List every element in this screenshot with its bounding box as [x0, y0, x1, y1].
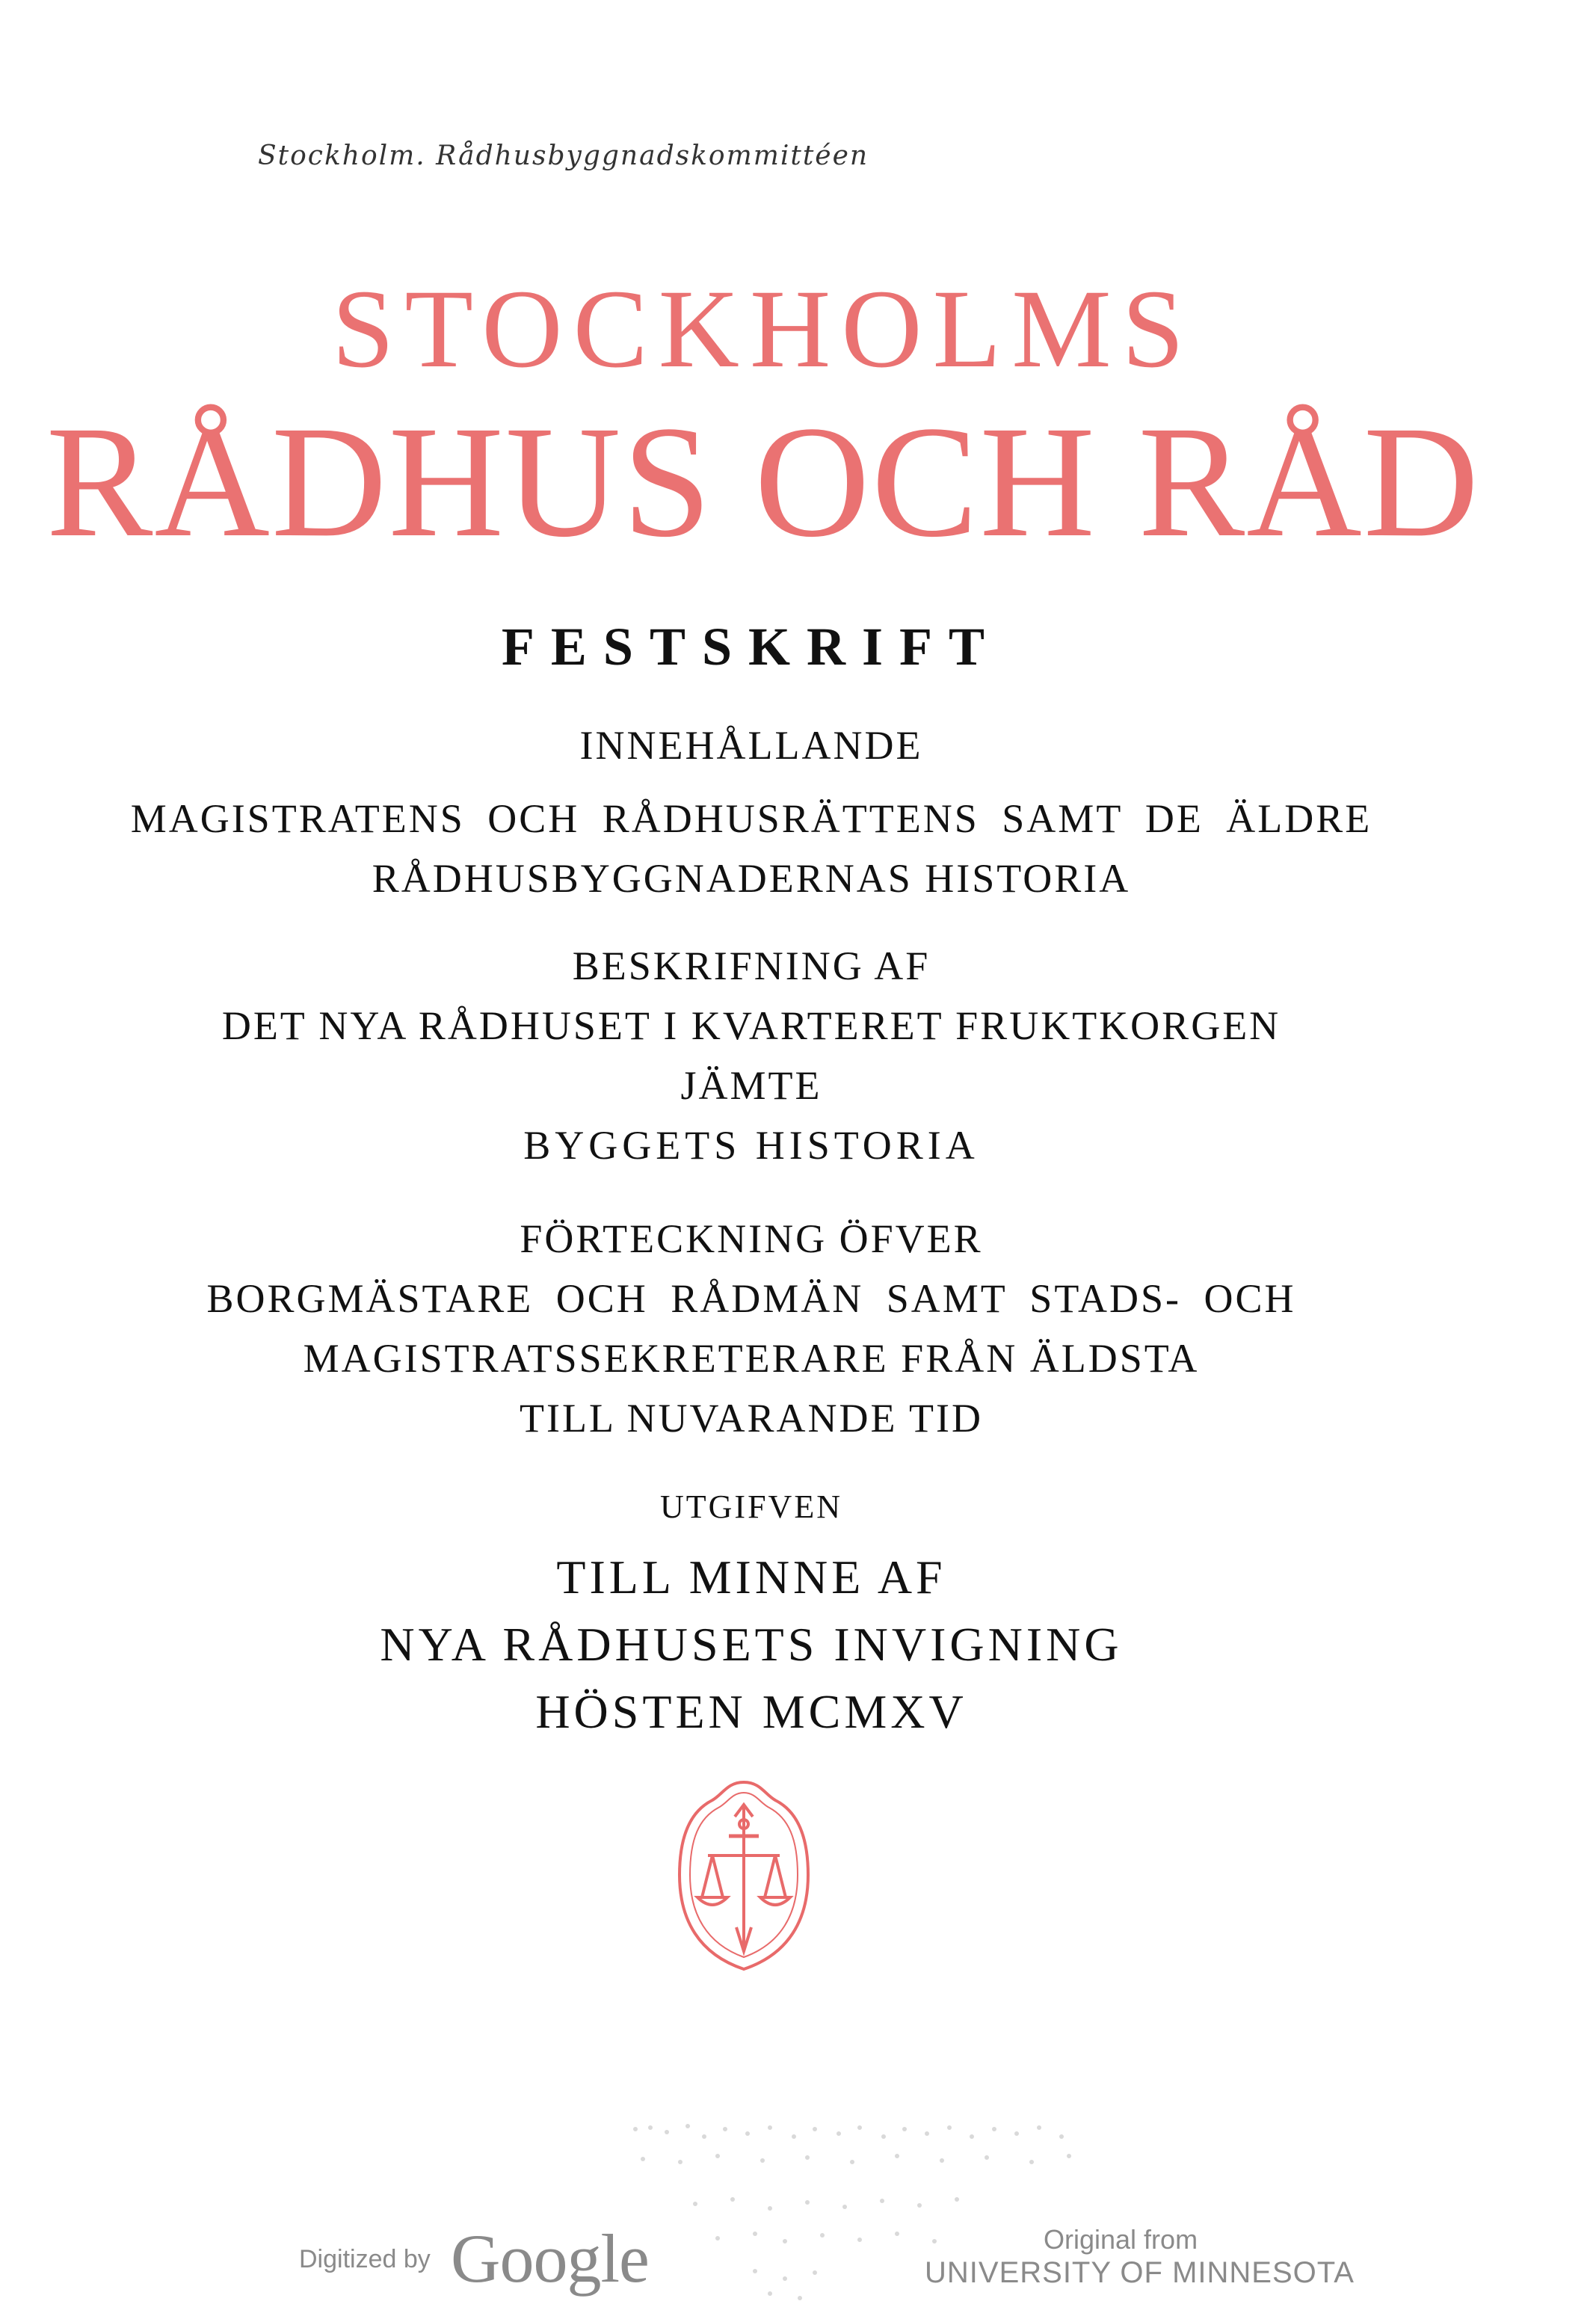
title-line-1: STOCKHOLMS [331, 267, 1195, 391]
section1-lead: INNEHÅLLANDE [579, 723, 923, 768]
footer-original-from: Original from [1044, 2224, 1198, 2255]
section3-line-1: FÖRTECKNING ÖFVER [520, 1216, 983, 1261]
publication-lead: UTGIFVEN [660, 1488, 842, 1525]
section3-line-2: BORGMÄSTARE OCH RÅDMÄN SAMT STADS- OCH [206, 1276, 1296, 1321]
section2-line-1: BESKRIFNING AF [572, 943, 931, 988]
section2-line-2: DET NYA RÅDHUSET I KVARTERET FRUKTKORGEN [221, 1003, 1281, 1048]
section1-line-2: RÅDHUSBYGGNADERNAS HISTORIA [372, 856, 1131, 901]
subtitle-festskrift: FESTSKRIFT [501, 617, 1002, 677]
publication-line-3: HÖSTEN MCMXV [535, 1685, 967, 1738]
footer-digitized-by: Digitized by [299, 2245, 431, 2273]
title-line-2: RÅDHUS OCH RÅD [46, 393, 1481, 570]
sword-and-scales-emblem-icon [677, 1778, 811, 1974]
handwritten-catalog-note: Stockholm. Rådhusbyggnadskommittéen [258, 141, 869, 171]
section3-line-3: MAGISTRATSSEKRETERARE FRÅN ÄLDSTA [303, 1336, 1200, 1381]
publication-line-1: TILL MINNE AF [556, 1550, 946, 1604]
section3-line-4: TILL NUVARANDE TID [520, 1396, 983, 1441]
footer-university: UNIVERSITY OF MINNESOTA [925, 2256, 1355, 2289]
section2-line-4: BYGGETS HISTORIA [523, 1123, 979, 1168]
section1-line-1: MAGISTRATENS OCH RÅDHUSRÄTTENS SAMT DE ÄLDRE [130, 796, 1372, 841]
section2-line-3: JÄMTE [680, 1063, 822, 1108]
publication-line-2: NYA RÅDHUSETS INVIGNING [380, 1618, 1123, 1671]
footer-google-logo: Google [451, 2220, 649, 2297]
